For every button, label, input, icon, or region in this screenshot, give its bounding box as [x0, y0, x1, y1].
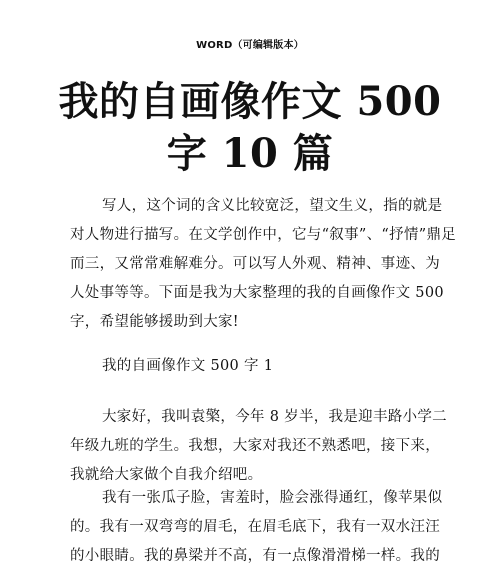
text-line: 大家好，我叫袁檠，今年 8 岁半，我是迎丰路小学二 [102, 409, 447, 425]
text-line: 年级九班的学生。我想，大家对我还不熟悉吧，接下来， [70, 438, 440, 454]
section-heading [70, 352, 432, 381]
text-line: 字，希望能够援助到大家! [70, 314, 239, 330]
text-line: 而三，又常常难解难分。可以写人外观、精神、事迹、为 [70, 256, 440, 272]
text-line: 人处事等等。下面是我为大家整理的我的自画像作文 500 [70, 285, 444, 301]
paragraph-1 [70, 403, 447, 490]
document-title-line-1: 我的自画像作文 500 [58, 78, 442, 125]
text-line: 对人物进行描写。在文学创作中，它与“叙事”、“抒情”鼎足 [70, 227, 457, 243]
text-line: 的小眼睛。我的鼻梁并不高，有一点像滑滑梯一样。我的 [70, 548, 440, 564]
paragraph-2 [70, 484, 443, 565]
text-line: 我有一张瓜子脸，害羞时，脸会涨得通红，像苹果似 [102, 490, 443, 506]
text-line: 的。我有一双弯弯的眉毛，在眉毛底下，我有一双水汪汪 [70, 519, 440, 535]
intro-paragraph [70, 192, 457, 337]
text-line: 写人，这个词的含义比较宽泛，望文生义，指的就是 [102, 198, 443, 214]
section-heading-text: 我的自画像作文 500 字 1 [102, 358, 274, 374]
document-title-line-2: 字 10 篇 [166, 130, 334, 177]
page-header: WORD（可编辑版本） [196, 40, 304, 51]
text-line: 我就给大家做个自我介绍吧。 [70, 467, 263, 483]
